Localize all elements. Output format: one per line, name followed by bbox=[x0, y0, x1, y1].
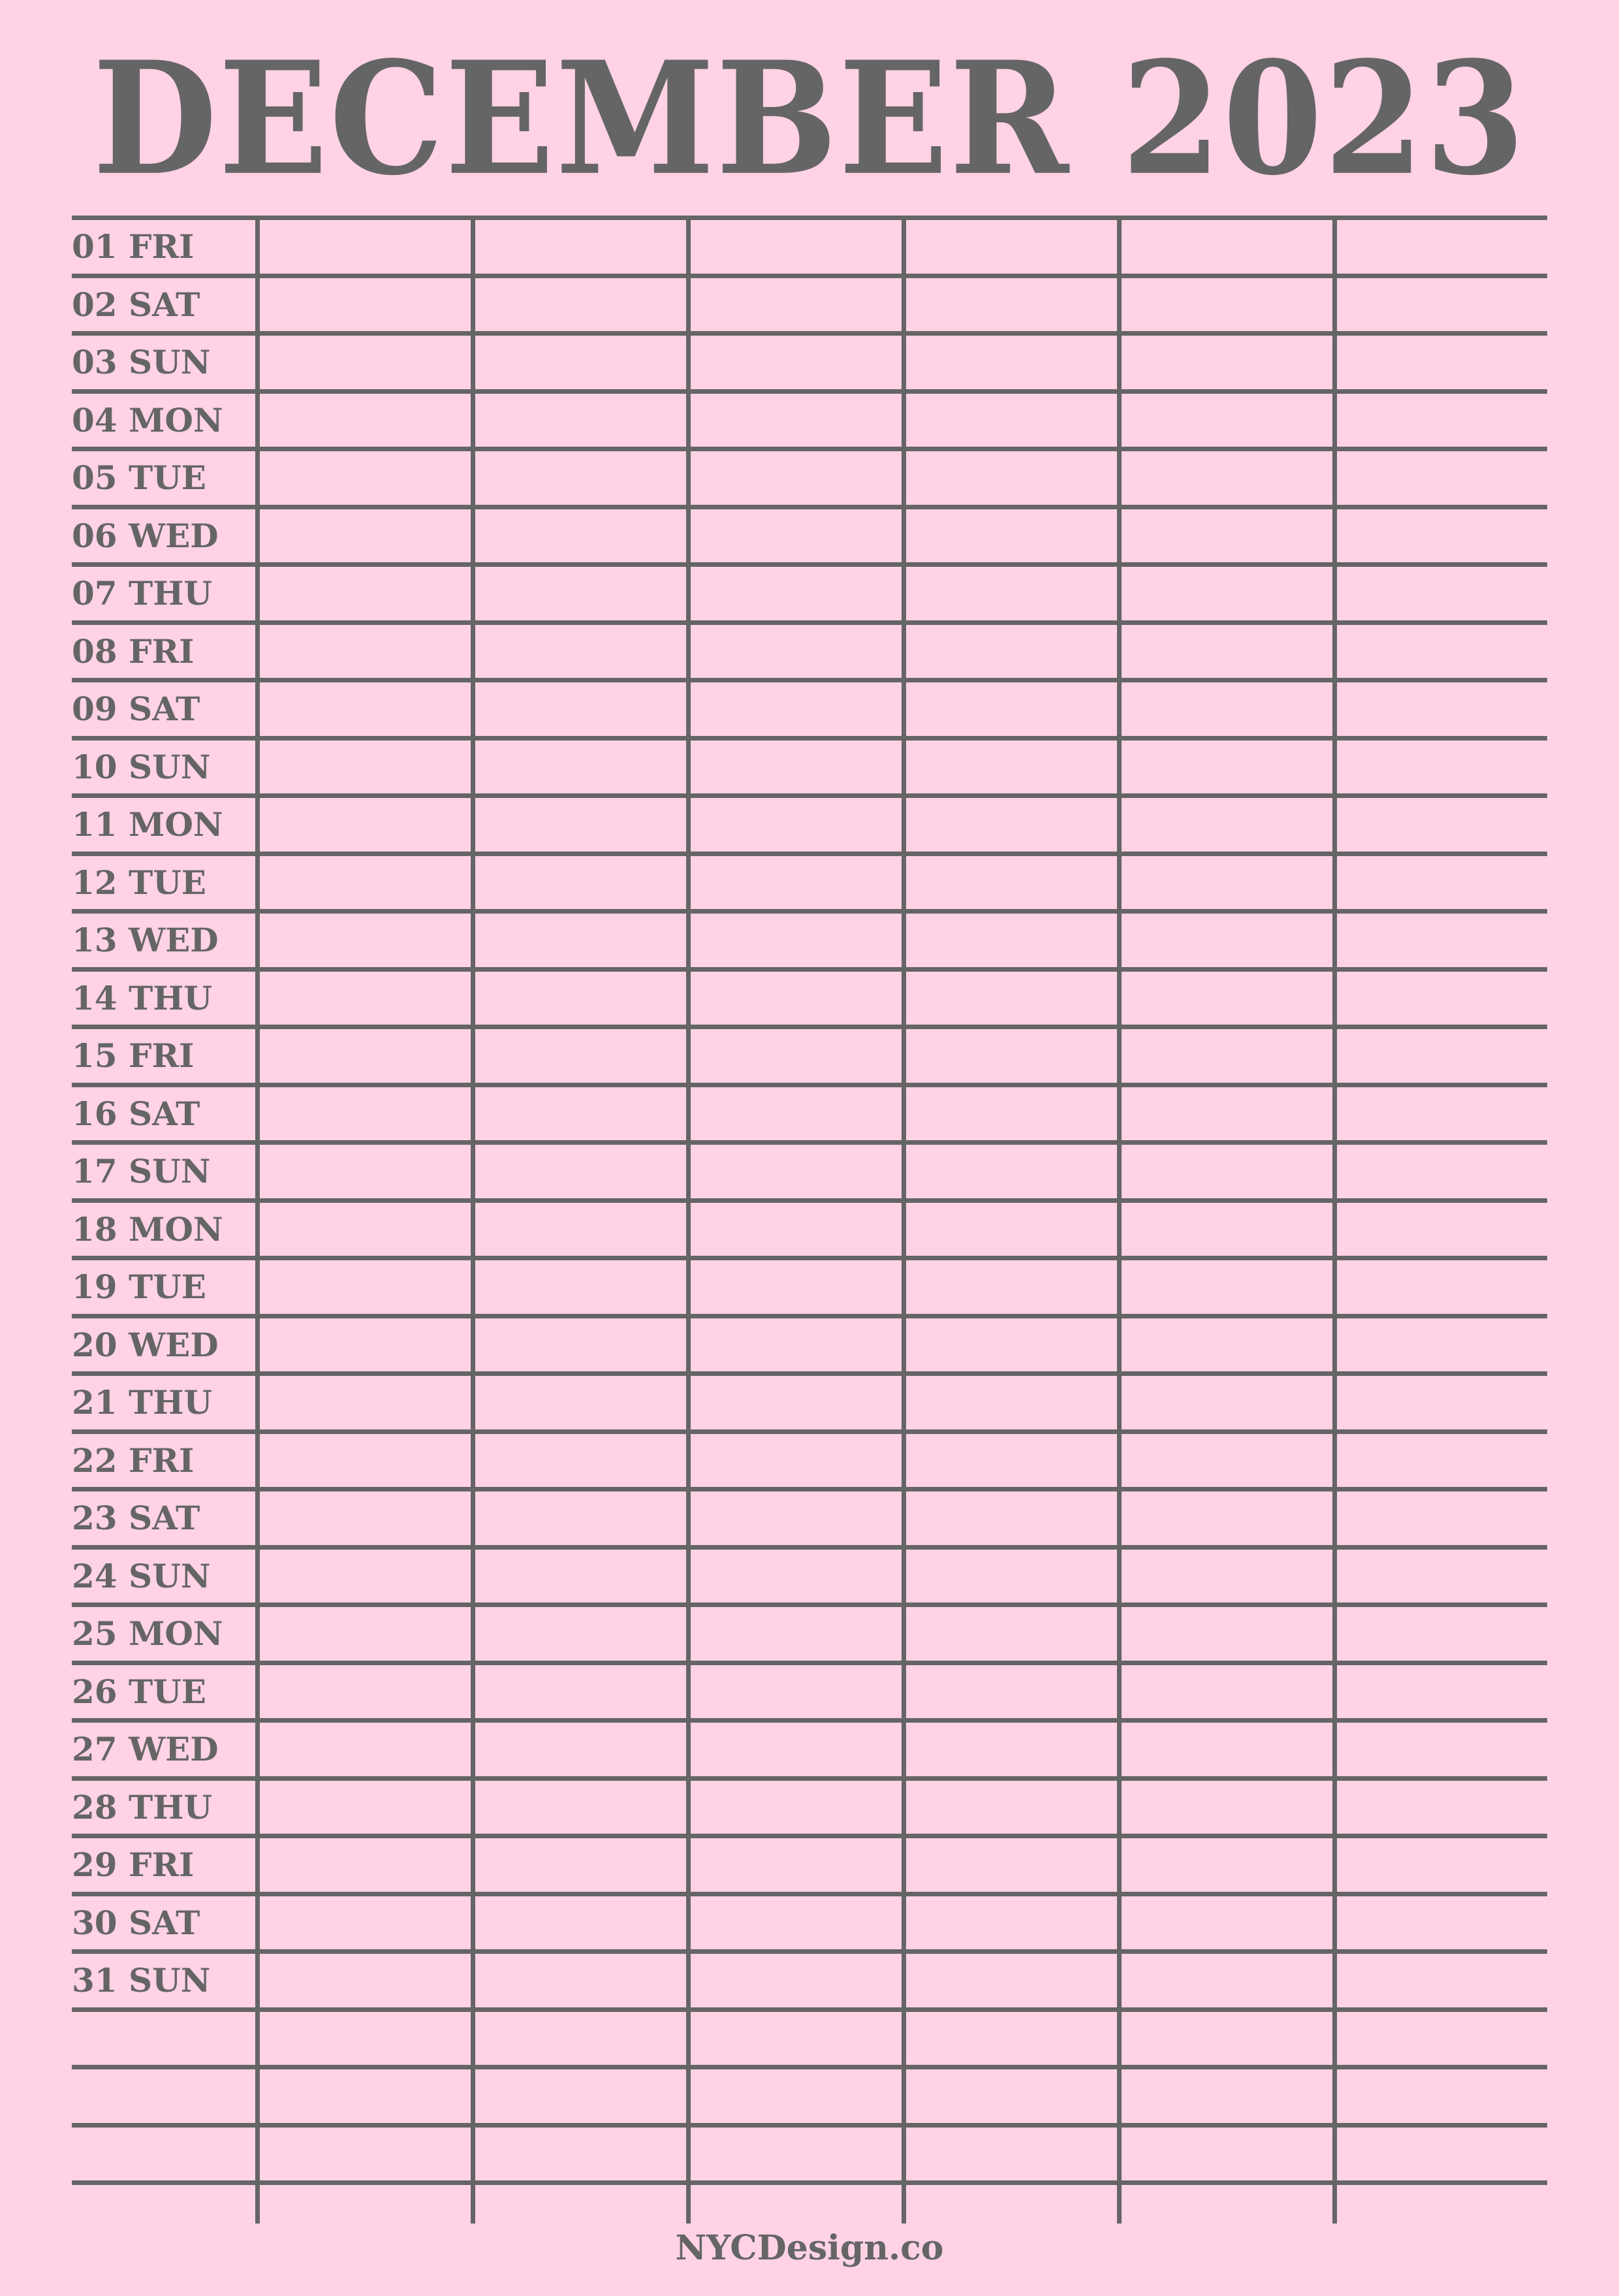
day-label: 19 TUE bbox=[72, 1268, 206, 1306]
planner-cell[interactable] bbox=[264, 1724, 471, 1772]
planner-cell[interactable] bbox=[906, 1551, 1117, 1599]
planner-cell[interactable] bbox=[475, 337, 686, 385]
planner-cell[interactable] bbox=[1337, 1551, 1547, 1599]
planner-cell[interactable] bbox=[1337, 973, 1547, 1021]
column-divider bbox=[471, 217, 475, 2224]
planner-cell[interactable] bbox=[1122, 684, 1332, 732]
planner-cell[interactable] bbox=[691, 1724, 902, 1772]
planner-cell[interactable] bbox=[691, 221, 902, 270]
planner-cell[interactable] bbox=[906, 2071, 1117, 2119]
planner-cell[interactable] bbox=[906, 568, 1117, 616]
planner-cell[interactable] bbox=[475, 2013, 686, 2062]
planner-cell[interactable] bbox=[691, 799, 902, 848]
planner-cell[interactable] bbox=[475, 799, 686, 848]
planner-cell[interactable] bbox=[475, 626, 686, 675]
day-label: 08 FRI bbox=[72, 632, 195, 671]
planner-cell[interactable] bbox=[1337, 1089, 1547, 1137]
planner-cell[interactable] bbox=[1337, 857, 1547, 906]
day-label: 30 SAT bbox=[72, 1904, 200, 1942]
planner-cell[interactable] bbox=[691, 453, 902, 501]
planner-cell[interactable] bbox=[691, 973, 902, 1021]
planner-cell[interactable] bbox=[1122, 2129, 1332, 2177]
planner-cell[interactable] bbox=[475, 857, 686, 906]
planner-cell[interactable] bbox=[906, 2129, 1117, 2177]
planner-cell[interactable] bbox=[691, 1551, 902, 1599]
planner-cell[interactable] bbox=[691, 511, 902, 559]
planner-cell[interactable] bbox=[691, 1262, 902, 1310]
day-label: 17 SUN bbox=[72, 1152, 211, 1190]
planner-cell[interactable] bbox=[475, 973, 686, 1021]
planner-cell[interactable] bbox=[1337, 1608, 1547, 1657]
planner-cell[interactable] bbox=[691, 2013, 902, 2062]
planner-cell[interactable] bbox=[1122, 1666, 1332, 1715]
row-divider bbox=[72, 1429, 1547, 1434]
planner-cell[interactable] bbox=[1122, 1955, 1332, 2003]
day-label: 13 WED bbox=[72, 921, 219, 959]
planner-cell[interactable] bbox=[691, 1608, 902, 1657]
planner-cell[interactable] bbox=[1122, 395, 1332, 443]
planner-cell[interactable] bbox=[906, 1493, 1117, 1541]
planner-cell[interactable] bbox=[475, 1320, 686, 1368]
planner-cell[interactable] bbox=[906, 1840, 1117, 1888]
row-divider bbox=[72, 1487, 1547, 1491]
planner-cell[interactable] bbox=[475, 1840, 686, 1888]
planner-cell[interactable] bbox=[475, 2129, 686, 2177]
day-label: 22 FRI bbox=[72, 1441, 195, 1480]
planner-cell[interactable] bbox=[264, 1551, 471, 1599]
planner-cell[interactable] bbox=[475, 221, 686, 270]
planner-cell[interactable] bbox=[1337, 2071, 1547, 2119]
day-label: 05 TUE bbox=[72, 458, 206, 497]
row-divider bbox=[72, 1198, 1547, 1203]
planner-cell[interactable] bbox=[906, 1666, 1117, 1715]
planner-cell[interactable] bbox=[691, 626, 902, 675]
planner-cell[interactable] bbox=[264, 1204, 471, 1252]
planner-cell[interactable] bbox=[264, 973, 471, 1021]
row-divider bbox=[72, 1892, 1547, 1896]
planner-cell[interactable] bbox=[906, 337, 1117, 385]
planner-cell[interactable] bbox=[1122, 1030, 1332, 1079]
planner-cell[interactable] bbox=[691, 1666, 902, 1715]
planner-cell[interactable] bbox=[1337, 221, 1547, 270]
planner-cell[interactable] bbox=[1122, 1089, 1332, 1137]
planner-cell[interactable] bbox=[1122, 1204, 1332, 1252]
planner-cell[interactable] bbox=[1337, 1898, 1547, 1946]
planner-cell[interactable] bbox=[475, 1551, 686, 1599]
planner-cell[interactable] bbox=[906, 973, 1117, 1021]
planner-cell[interactable] bbox=[906, 1204, 1117, 1252]
day-label: 21 THU bbox=[72, 1383, 213, 1422]
row-divider bbox=[72, 1314, 1547, 1318]
row-divider bbox=[72, 1025, 1547, 1029]
column-divider bbox=[1332, 217, 1337, 2224]
planner-cell[interactable] bbox=[475, 2071, 686, 2119]
row-divider bbox=[72, 389, 1547, 394]
planner-cell[interactable] bbox=[691, 337, 902, 385]
planner-cell[interactable] bbox=[691, 1146, 902, 1194]
day-label: 09 SAT bbox=[72, 690, 200, 728]
row-divider bbox=[72, 505, 1547, 509]
planner-cell[interactable] bbox=[1337, 1840, 1547, 1888]
planner-cell[interactable] bbox=[264, 1377, 471, 1426]
planner-cell[interactable] bbox=[1337, 742, 1547, 790]
planner-cell[interactable] bbox=[264, 1840, 471, 1888]
planner-cell[interactable] bbox=[1337, 1435, 1547, 1484]
planner-cell[interactable] bbox=[1337, 395, 1547, 443]
planner-cell[interactable] bbox=[475, 1955, 686, 2003]
planner-cell[interactable] bbox=[475, 1204, 686, 1252]
planner-cell[interactable] bbox=[475, 1724, 686, 1772]
footer-credit: NYCDesign.co bbox=[675, 2228, 944, 2268]
planner-cell[interactable] bbox=[475, 684, 686, 732]
planner-cell[interactable] bbox=[264, 221, 471, 270]
planner-cell[interactable] bbox=[1122, 1435, 1332, 1484]
row-divider bbox=[72, 1602, 1547, 1607]
planner-cell[interactable] bbox=[691, 1089, 902, 1137]
row-divider bbox=[72, 1776, 1547, 1781]
planner-cell[interactable] bbox=[264, 1898, 471, 1946]
planner-cell[interactable] bbox=[264, 568, 471, 616]
day-label: 04 MON bbox=[72, 401, 223, 439]
planner-cell[interactable] bbox=[1122, 915, 1332, 963]
planner-cell[interactable] bbox=[691, 2129, 902, 2177]
planner-cell[interactable] bbox=[264, 453, 471, 501]
row-divider bbox=[72, 1661, 1547, 1665]
day-label: 14 THU bbox=[72, 979, 213, 1017]
row-divider bbox=[72, 331, 1547, 336]
row-divider bbox=[72, 2123, 1547, 2128]
day-label: 12 TUE bbox=[72, 863, 206, 902]
planner-cell[interactable] bbox=[264, 799, 471, 848]
planner-cell[interactable] bbox=[264, 1089, 471, 1137]
planner-cell[interactable] bbox=[264, 1320, 471, 1368]
day-label: 31 SUN bbox=[72, 1961, 211, 2000]
planner-cell[interactable] bbox=[1337, 2129, 1547, 2177]
planner-cell[interactable] bbox=[475, 1898, 686, 1946]
page-title: DECEMBER 2023 bbox=[92, 27, 1527, 210]
planner-cell[interactable] bbox=[906, 279, 1117, 328]
day-label: 11 MON bbox=[72, 805, 223, 844]
planner-cell[interactable] bbox=[691, 742, 902, 790]
planner-cell[interactable] bbox=[1122, 1782, 1332, 1830]
planner-cell[interactable] bbox=[264, 395, 471, 443]
planner-cell[interactable] bbox=[1122, 1493, 1332, 1541]
planner-cell[interactable] bbox=[906, 221, 1117, 270]
planner-cell[interactable] bbox=[264, 1955, 471, 2003]
planner-cell[interactable] bbox=[906, 799, 1117, 848]
planner-cell[interactable] bbox=[1122, 337, 1332, 385]
planner-cell[interactable] bbox=[1337, 2013, 1547, 2062]
planner-cell[interactable] bbox=[691, 1204, 902, 1252]
day-label: 25 MON bbox=[72, 1614, 223, 1653]
planner-cell[interactable] bbox=[475, 742, 686, 790]
planner-cell[interactable] bbox=[1122, 742, 1332, 790]
planner-cell[interactable] bbox=[906, 1320, 1117, 1368]
planner-cell[interactable] bbox=[475, 1146, 686, 1194]
planner-cell[interactable] bbox=[906, 1146, 1117, 1194]
planner-cell[interactable] bbox=[1122, 221, 1332, 270]
day-label: 20 WED bbox=[72, 1326, 219, 1364]
planner-cell[interactable] bbox=[691, 915, 902, 963]
planner-cell[interactable] bbox=[1337, 279, 1547, 328]
planner-cell[interactable] bbox=[1122, 279, 1332, 328]
day-label: 23 SAT bbox=[72, 1499, 200, 1537]
planner-cell[interactable] bbox=[475, 1666, 686, 1715]
planner-cell[interactable] bbox=[1122, 2013, 1332, 2062]
planner-cell[interactable] bbox=[906, 2013, 1117, 2062]
column-divider bbox=[255, 217, 260, 2224]
day-label: 24 SUN bbox=[72, 1557, 211, 1595]
planner-cell[interactable] bbox=[475, 1030, 686, 1079]
planner-cell[interactable] bbox=[1337, 1377, 1547, 1426]
day-label: 01 FRI bbox=[72, 227, 195, 266]
planner-cell[interactable] bbox=[475, 1089, 686, 1137]
planner-cell[interactable] bbox=[906, 1724, 1117, 1772]
planner-cell[interactable] bbox=[691, 1030, 902, 1079]
planner-cell[interactable] bbox=[906, 1782, 1117, 1830]
row-divider bbox=[72, 2180, 1547, 2185]
planner-cell[interactable] bbox=[1337, 626, 1547, 675]
planner-cell[interactable] bbox=[691, 1782, 902, 1830]
planner-cell[interactable] bbox=[906, 453, 1117, 501]
planner-cell[interactable] bbox=[906, 1377, 1117, 1426]
planner-cell[interactable] bbox=[691, 1377, 902, 1426]
row-divider bbox=[72, 2065, 1547, 2069]
planner-cell[interactable] bbox=[264, 279, 471, 328]
planner-cell[interactable] bbox=[1122, 2071, 1332, 2119]
planner-cell[interactable] bbox=[1122, 1840, 1332, 1888]
row-divider bbox=[72, 1371, 1547, 1376]
planner-cell[interactable] bbox=[1337, 568, 1547, 616]
planner-cell[interactable] bbox=[264, 857, 471, 906]
planner-cell[interactable] bbox=[1122, 1551, 1332, 1599]
planner-cell[interactable] bbox=[906, 395, 1117, 443]
row-divider bbox=[72, 1256, 1547, 1260]
planner-cell[interactable] bbox=[264, 1262, 471, 1310]
planner-cell[interactable] bbox=[691, 1898, 902, 1946]
planner-cell[interactable] bbox=[1337, 1782, 1547, 1830]
row-divider bbox=[72, 447, 1547, 451]
planner-cell[interactable] bbox=[264, 337, 471, 385]
planner-cell[interactable] bbox=[691, 857, 902, 906]
planner-cell[interactable] bbox=[906, 626, 1117, 675]
planner-cell[interactable] bbox=[1122, 511, 1332, 559]
planner-cell[interactable] bbox=[1122, 1262, 1332, 1310]
day-label: 15 FRI bbox=[72, 1036, 195, 1075]
planner-cell[interactable] bbox=[1337, 1146, 1547, 1194]
planner-cell[interactable] bbox=[264, 511, 471, 559]
planner-cell[interactable] bbox=[1122, 1898, 1332, 1946]
planner-cell[interactable] bbox=[264, 1782, 471, 1830]
planner-cell[interactable] bbox=[1337, 1493, 1547, 1541]
planner-cell[interactable] bbox=[1337, 684, 1547, 732]
planner-cell[interactable] bbox=[691, 1320, 902, 1368]
planner-cell[interactable] bbox=[264, 626, 471, 675]
planner-cell[interactable] bbox=[264, 1493, 471, 1541]
planner-cell[interactable] bbox=[1337, 1320, 1547, 1368]
planner-cell[interactable] bbox=[1122, 1320, 1332, 1368]
planner-cell[interactable] bbox=[691, 1955, 902, 2003]
planner-cell[interactable] bbox=[906, 1262, 1117, 1310]
planner-cell[interactable] bbox=[1337, 799, 1547, 848]
planner-cell[interactable] bbox=[906, 857, 1117, 906]
planner-cell[interactable] bbox=[475, 1377, 686, 1426]
planner-cell[interactable] bbox=[1122, 626, 1332, 675]
planner-cell[interactable] bbox=[264, 1608, 471, 1657]
planner-cell[interactable] bbox=[264, 2129, 471, 2177]
planner-cell[interactable] bbox=[264, 742, 471, 790]
planner-cell[interactable] bbox=[475, 511, 686, 559]
planner-cell[interactable] bbox=[264, 1030, 471, 1079]
planner-cell[interactable] bbox=[691, 1840, 902, 1888]
row-divider bbox=[72, 1140, 1547, 1145]
day-label: 07 THU bbox=[72, 574, 213, 613]
column-divider bbox=[902, 217, 906, 2224]
planner-cell[interactable] bbox=[1122, 568, 1332, 616]
day-label: 27 WED bbox=[72, 1730, 219, 1768]
planner-cell[interactable] bbox=[1337, 337, 1547, 385]
planner-cell[interactable] bbox=[475, 1435, 686, 1484]
planner-cell[interactable] bbox=[475, 915, 686, 963]
row-divider bbox=[72, 1834, 1547, 1838]
planner-cell[interactable] bbox=[1122, 453, 1332, 501]
row-divider bbox=[72, 736, 1547, 741]
column-divider bbox=[686, 217, 691, 2224]
day-label: 06 WED bbox=[72, 517, 219, 555]
day-label: 26 TUE bbox=[72, 1672, 206, 1711]
row-divider bbox=[72, 562, 1547, 567]
planner-cell[interactable] bbox=[264, 915, 471, 963]
planner-cell[interactable] bbox=[691, 2071, 902, 2119]
planner-cell[interactable] bbox=[264, 1666, 471, 1715]
planner-cell[interactable] bbox=[1337, 1666, 1547, 1715]
planner-cell[interactable] bbox=[906, 915, 1117, 963]
planner-cell[interactable] bbox=[264, 684, 471, 732]
day-label: 16 SAT bbox=[72, 1094, 200, 1133]
planner-cell[interactable] bbox=[475, 1608, 686, 1657]
row-divider bbox=[72, 274, 1547, 278]
planner-cell[interactable] bbox=[264, 1435, 471, 1484]
planner-cell[interactable] bbox=[1122, 857, 1332, 906]
day-label: 02 SAT bbox=[72, 285, 200, 324]
planner-cell[interactable] bbox=[691, 568, 902, 616]
planner-cell[interactable] bbox=[1337, 1955, 1547, 2003]
planner-cell[interactable] bbox=[264, 2071, 471, 2119]
planner-cell[interactable] bbox=[691, 684, 902, 732]
planner-cell[interactable] bbox=[691, 279, 902, 328]
planner-cell[interactable] bbox=[1337, 453, 1547, 501]
row-divider bbox=[72, 2007, 1547, 2012]
row-divider bbox=[72, 909, 1547, 914]
row-divider bbox=[72, 215, 1547, 220]
row-divider bbox=[72, 678, 1547, 682]
column-divider bbox=[1117, 217, 1122, 2224]
row-divider bbox=[72, 1949, 1547, 1954]
planner-cell[interactable] bbox=[906, 684, 1117, 732]
planner-cell[interactable] bbox=[475, 453, 686, 501]
planner-cell[interactable] bbox=[1122, 973, 1332, 1021]
planner-cell[interactable] bbox=[475, 568, 686, 616]
planner-cell[interactable] bbox=[906, 1089, 1117, 1137]
planner-cell[interactable] bbox=[691, 1435, 902, 1484]
row-divider bbox=[72, 852, 1547, 856]
planner-cell[interactable] bbox=[906, 1030, 1117, 1079]
planner-cell[interactable] bbox=[475, 1782, 686, 1830]
row-divider bbox=[72, 967, 1547, 972]
planner-cell[interactable] bbox=[906, 742, 1117, 790]
planner-cell[interactable] bbox=[1122, 1724, 1332, 1772]
day-label: 28 THU bbox=[72, 1788, 213, 1826]
planner-cell[interactable] bbox=[1122, 1377, 1332, 1426]
planner-cell[interactable] bbox=[906, 1898, 1117, 1946]
row-divider bbox=[72, 1083, 1547, 1087]
planner-cell[interactable] bbox=[1122, 1608, 1332, 1657]
planner-cell[interactable] bbox=[475, 395, 686, 443]
planner-cell[interactable] bbox=[1337, 1724, 1547, 1772]
planner-cell[interactable] bbox=[906, 1955, 1117, 2003]
planner-cell[interactable] bbox=[691, 395, 902, 443]
planner-cell[interactable] bbox=[475, 1493, 686, 1541]
planner-cell[interactable] bbox=[475, 1262, 686, 1310]
planner-cell[interactable] bbox=[1337, 1262, 1547, 1310]
planner-cell[interactable] bbox=[906, 1608, 1117, 1657]
planner-cell[interactable] bbox=[264, 1146, 471, 1194]
row-divider bbox=[72, 1545, 1547, 1550]
day-label: 18 MON bbox=[72, 1210, 223, 1249]
row-divider bbox=[72, 793, 1547, 798]
planner-cell[interactable] bbox=[1122, 799, 1332, 848]
planner-cell[interactable] bbox=[475, 279, 686, 328]
planner-cell[interactable] bbox=[1337, 1204, 1547, 1252]
row-divider bbox=[72, 620, 1547, 625]
planner-cell[interactable] bbox=[1337, 915, 1547, 963]
day-label: 03 SUN bbox=[72, 343, 211, 381]
planner-cell[interactable] bbox=[1337, 511, 1547, 559]
planner-cell[interactable] bbox=[906, 1435, 1117, 1484]
planner-cell[interactable] bbox=[1122, 1146, 1332, 1194]
day-label: 10 SUN bbox=[72, 748, 211, 786]
planner-cell[interactable] bbox=[1337, 1030, 1547, 1079]
row-divider bbox=[72, 1718, 1547, 1723]
planner-cell[interactable] bbox=[264, 2013, 471, 2062]
day-label: 29 FRI bbox=[72, 1845, 195, 1884]
planner-cell[interactable] bbox=[691, 1493, 902, 1541]
planner-cell[interactable] bbox=[906, 511, 1117, 559]
